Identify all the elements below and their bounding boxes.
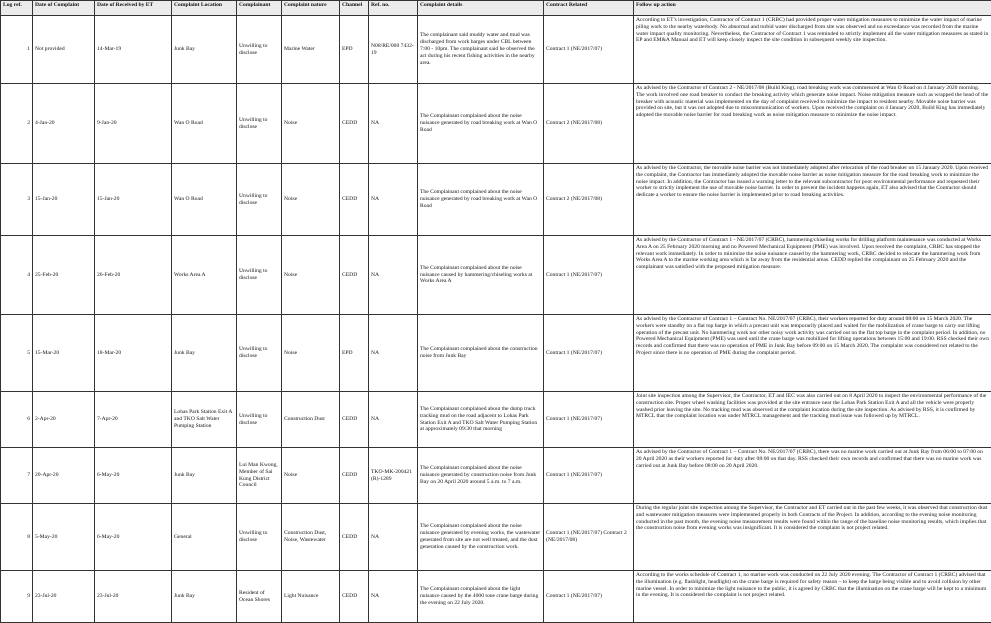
cell-complainant: Unwilling to disclose — [237, 504, 282, 571]
cell-date-complaint: 15-Jan-20 — [33, 164, 95, 236]
cell-complainant: Unwilling to disclose — [237, 236, 282, 315]
cell-complainant: Unwilling to disclose — [237, 164, 282, 236]
cell-ref: 9 — [1, 571, 33, 623]
cell-details: The Complainant complained about the light nuisance caused by the 4000 tone crane barge during the evening on 22 July 2020. — [418, 571, 544, 623]
table-row — [1, 504, 991, 571]
cell-date-received: 7-Apr-20 — [95, 392, 172, 448]
cell-complainant: Lui Man Kwong, Member of Sai Kung District Council — [237, 448, 282, 504]
cell-nature: Construction Dust — [282, 392, 340, 448]
cell-ref: 1 — [1, 16, 33, 84]
cell-channel: EPD — [340, 16, 369, 84]
cell-ref: 8 — [1, 504, 33, 571]
col-header-location: Complaint Location — [172, 1, 237, 16]
col-header-channel: Channel — [340, 1, 369, 16]
cell-complainant: Unwilling to disclose — [237, 16, 282, 84]
table-row — [1, 16, 991, 84]
cell-date-complaint: 15-Mar-20 — [33, 315, 95, 392]
cell-nature: Light Nuisance — [282, 571, 340, 623]
cell-follow-up: According to ET's investigation, Contractor of Contract 1 (CRBC) had provided proper water mitigation measures to minimize the water impact of marine piling work to the nearby waterbody. No abnormal and turbid water discharged from site was observed and no exceedance was recorded from the marine water impact quality monitoring. Nevertheless, the Contractor of Contract 1 was reminded to strictly implement all the water mitigation measures as stated in EP and EM&A Manual and ET will keep closely inspect the site condition in subsequent weekly site inspection. — [634, 16, 991, 84]
cell-channel: EPD — [340, 315, 369, 392]
cell-date-complaint: Not provided — [33, 16, 95, 84]
cell-contract: Contract 1 (NE/2017/07) — [544, 236, 634, 315]
col-header-ref-no: Ref. no. — [369, 1, 418, 16]
cell-nature: Noise — [282, 448, 340, 504]
cell-contract: Contract 1 (NE/2017/07) Contract 2 (NE/2017/08) — [544, 504, 634, 571]
cell-details: The Complainant complained about the noise nuisance generated by evening works, the wastewater generated from site are not well treated, and the dust generation caused by the construction work. — [418, 504, 544, 571]
cell-complainant: Unwilling to disclose — [237, 84, 282, 164]
cell-date-complaint: 5-May-20 — [33, 504, 95, 571]
cell-ref-no: TKO-MK-200421 (R)-1289 — [369, 448, 418, 504]
table-row — [1, 315, 991, 392]
cell-complainant: Unwilling to disclose — [237, 392, 282, 448]
cell-channel: CEDD — [340, 164, 369, 236]
cell-complainant: Resident of Ocean Shores — [237, 571, 282, 623]
cell-location: Junk Bay — [172, 315, 237, 392]
cell-ref-no: NA — [369, 164, 418, 236]
cell-date-received: 6-May-20 — [95, 504, 172, 571]
cell-ref-no: NA — [369, 315, 418, 392]
cell-ref: 7 — [1, 448, 33, 504]
cell-contract: Contract 1 (NE/2017/07) — [544, 315, 634, 392]
col-header-follow-up: Follow up action — [634, 1, 991, 16]
table-row — [1, 571, 991, 623]
cell-nature: Noise — [282, 315, 340, 392]
cell-follow-up: During the regular joint site inspection among the Supervisor, the Contractor and ET carried out in the past few weeks, it was observed that construction dust and wastewater mitigation measures were implemented properly in both Contracts of the Project. In addition, according to the evening noise monitoring conducted in the past month, the evening noise measurement results were found within the range of the baseline noise monitoring results, which implies that the construction noise from evening works was insignificant. It is considered the complaint is not project related. — [634, 504, 991, 571]
cell-location: Wan O Road — [172, 84, 237, 164]
cell-location: Junk Bay — [172, 448, 237, 504]
cell-follow-up: Joint site inspection among the Supervisor, the Contractor, ET and IEC was also carried out on 8 April 2020 to inspect the environmental performance of the construction site. Proper wheel washing facilities was provided at the site entrance near the Lohas Park Station Exit A and all the vehicle were properly washed prior leaving the site. No tracking mud was observed at the complaint location during the site inspection. As advised by RSS, it is confirmed by MTRCL that the complaint location was under MTRCL management and the tracking mud issue was followed up by MTRCL. — [634, 392, 991, 448]
cell-date-complaint: 20-Apr-20 — [33, 448, 95, 504]
cell-nature: Noise — [282, 84, 340, 164]
cell-ref-no: NA — [369, 504, 418, 571]
cell-complainant: Unwilling to disclose — [237, 315, 282, 392]
cell-channel: CEDD — [340, 448, 369, 504]
cell-date-received: 14-Mar-19 — [95, 16, 172, 84]
cell-channel: CEDD — [340, 236, 369, 315]
cell-date-received: 18-Mar-20 — [95, 315, 172, 392]
cell-details: The Complainant complained about the dump truck tracking mud on the road adjacent to Lohas Park Station Exit A and TKO Salt Water Pumping Station at approximately 09:30 that morning — [418, 392, 544, 448]
cell-nature: Construction Dust, Noise, Wastewater — [282, 504, 340, 571]
cell-contract: Contract 1 (NE/2017/07) — [544, 16, 634, 84]
cell-ref-no: N08/RE/000 7432-19 — [369, 16, 418, 84]
cell-contract: Contract 1 (NE/2017/07) — [544, 571, 634, 623]
col-header-details: Complaint details — [418, 1, 544, 16]
cell-follow-up: As advised by the Contractor of Contract 2 - NE/2017/08 (Build King), road breaking work was commenced at Wan O Road on 4 January 2020 morning. The work involved one road breaker to conduct the breaking activity which generate noise impact. Noise mitigation measure such as wrapped the head of the breaker with acoustic material was implemented on the day of complaint received to minimize the impact to resident nearby. Movable noise barrier was provided on site, but it was not adopted due to miscommunication of workers. Upon received the complaint on 4 January 2020, Build King has immediately adopted the movable noise barrier for road breaking work as noise mitigation measure to minimize the noise impact. — [634, 84, 991, 164]
cell-date-received: 9-Jan-20 — [95, 84, 172, 164]
cell-date-received: 6-May-20 — [95, 448, 172, 504]
col-header-complainant: Complainant — [237, 1, 282, 16]
col-header-date-received: Date of Received by ET — [95, 1, 172, 16]
cell-location: Works Area A — [172, 236, 237, 315]
cell-ref-no: NA — [369, 571, 418, 623]
cell-date-complaint: 2-Apr-20 — [33, 392, 95, 448]
cell-date-complaint: 23-Jul-20 — [33, 571, 95, 623]
cell-details: The Complainant complained about the construction noise from Junk Bay — [418, 315, 544, 392]
cell-date-complaint: 4-Jan-20 — [33, 84, 95, 164]
cell-date-complaint: 25-Feb-20 — [33, 236, 95, 315]
cell-details: The Complainant complained about the noise nuisance generated by road breaking work at Wan O Road — [418, 164, 544, 236]
cell-contract: Contract 1 (NE/2017/07) — [544, 392, 634, 448]
cell-date-received: 23-Jul-20 — [95, 571, 172, 623]
cell-channel: CEDD — [340, 504, 369, 571]
cell-follow-up: As advised by the Contractor of Contract 1 – Contract No. NE/2017/07 (CRBC), their workers reported for duty around 08:00 on 15 March 2020. The workers were standby on a flat top barge in which a precast unit was temporarily placed and waited for the mobilization of crane barge to carry out lifting operation of the precast unit. No hammering work nor other noisy work activity was carried out on the flat top barge in the complaint period. In addition, no Powered Mechanical Equipment (PME) was used until the crane barge was mobilized for lifting operations between 15:00 and 19:00. RSS checked their own records and confirmed that there was no operation of PME in Junk Bay before 09:00 on 15 March 2020. The complaint was considered not related to the Project since there is no operation of PME during the complaint period. — [634, 315, 991, 392]
cell-contract: Contract 1 (NE/2017/07) — [544, 448, 634, 504]
cell-follow-up: According to the works schedule of Contract 1, no marine work was conducted on 22 July 2020 evening. The Contractor of Contract 1 (CRBC) advised that the illumination (e.g. flashlight, headlight) on the crane barge is required for safety reason – to keep the barge being visible and to avoid collision by other marine vessel. In order to minimize the light nuisance to the public, it is agreed by CRBC that the illumination on the crane barge will be kept to a minimum in the evening. It is considered the complaint is not project related. — [634, 571, 991, 623]
cell-follow-up: As advised by the Contractor of Contract 1 - NE/2017/07 (CRBC), hammering/chiseling works for drilling platform maintenance was conducted at Works Area A on 25 February 2020 morning and no Powered Mechanical Equipment (PME) was involved. Upon received the complaint, CRBC has stopped the relevant work immediately. In order to minimize the noise nuisance caused by the hammering work, CRBC decided to relocate the hammering work from Works Area A to the marine working area which is far away from the residential areas. CEDD replied the complainant on 25 February 2020 and the complainant was satisfied with the proposed mitigation measure. — [634, 236, 991, 315]
col-header-date-complaint: Date of Complaint — [33, 1, 95, 16]
cell-channel: CEDD — [340, 84, 369, 164]
cell-location: Lohas Park Station Exit A and TKO Salt Water Pumping Station — [172, 392, 237, 448]
cell-location: General — [172, 504, 237, 571]
cell-location: Junk Bay — [172, 571, 237, 623]
cell-channel: CEDD — [340, 392, 369, 448]
header-row — [1, 1, 991, 16]
cell-location: Junk Bay — [172, 16, 237, 84]
cell-contract: Contract 2 (NE/2017/08) — [544, 84, 634, 164]
cell-nature: Marine Water — [282, 16, 340, 84]
table-row — [1, 392, 991, 448]
cell-follow-up: As advised by the Contractor of Contract 1 – Contract No. NE/2017/07 (CRBC), there was no marine work carried out at Junk Bay from 06:00 to 07:00 on 20 April 2020 as their workers reported for duty after 08:00 on that day. RSS checked their own records and confirmed that there was no marine work was carried out at Junk Bay before 08:00 on 20 April 2020. — [634, 448, 991, 504]
cell-ref: 5 — [1, 315, 33, 392]
cell-ref-no: NA — [369, 84, 418, 164]
cell-ref: 6 — [1, 392, 33, 448]
table-row — [1, 236, 991, 315]
cell-date-received: 15-Jan-20 — [95, 164, 172, 236]
col-header-contract: Contract Related — [544, 1, 634, 16]
cell-ref: 3 — [1, 164, 33, 236]
cell-ref-no: NA — [369, 392, 418, 448]
cell-location: Wan O Road — [172, 164, 237, 236]
cell-details: The Complainant complained about the noise nuisance caused by hammering/chiseling works at Works Area A — [418, 236, 544, 315]
cell-date-received: 26-Feb-20 — [95, 236, 172, 315]
cell-contract: Contract 2 (NE/2017/08) — [544, 164, 634, 236]
cell-follow-up: As advised by the Contractor, the movable noise barrier was not immediately adopted after relocation of the road breaker on 15 January 2020. Upon received the complaint, the Contractor has immediately adopted the movable noise barrier as noise mitigation measure for the road breaking work to minimize the noise impact. In addition, the Contractor has issued a warning letter to the relevant subcontractor for poor environmental performance and requested their worker to strictly implement the use of movable noise barrier. In order to prevent the incident happens again, ET also advised that the Contractor should dedicate a worker to ensure the noise barrier is implemented prior to road breaking activities. — [634, 164, 991, 236]
cell-channel: CEDD — [340, 571, 369, 623]
col-header-ref: Log ref. — [1, 1, 33, 16]
cell-details: The complainant said muddy water and mud was discharged from work barges under CBL between 7:00 - 10pm. The complainant said he observed the act during his recent fishing activities in the nearby area. — [418, 16, 544, 84]
table-row — [1, 84, 991, 164]
cell-details: The Complainant complained about the noise nuisance generated by construction noise from Junk Bay on 20 April 2020 around 5 a.m. to 7 a.m. — [418, 448, 544, 504]
cell-ref: 2 — [1, 84, 33, 164]
col-header-nature: Complaint nature — [282, 1, 340, 16]
cell-ref: 4 — [1, 236, 33, 315]
cell-details: The Complainant complained about the noise nuisance generated by road breaking work at Wan O Road — [418, 84, 544, 164]
cell-nature: Noise — [282, 236, 340, 315]
table-row — [1, 164, 991, 236]
table-row — [1, 448, 991, 504]
cell-nature: Noise — [282, 164, 340, 236]
cell-ref-no: NA — [369, 236, 418, 315]
